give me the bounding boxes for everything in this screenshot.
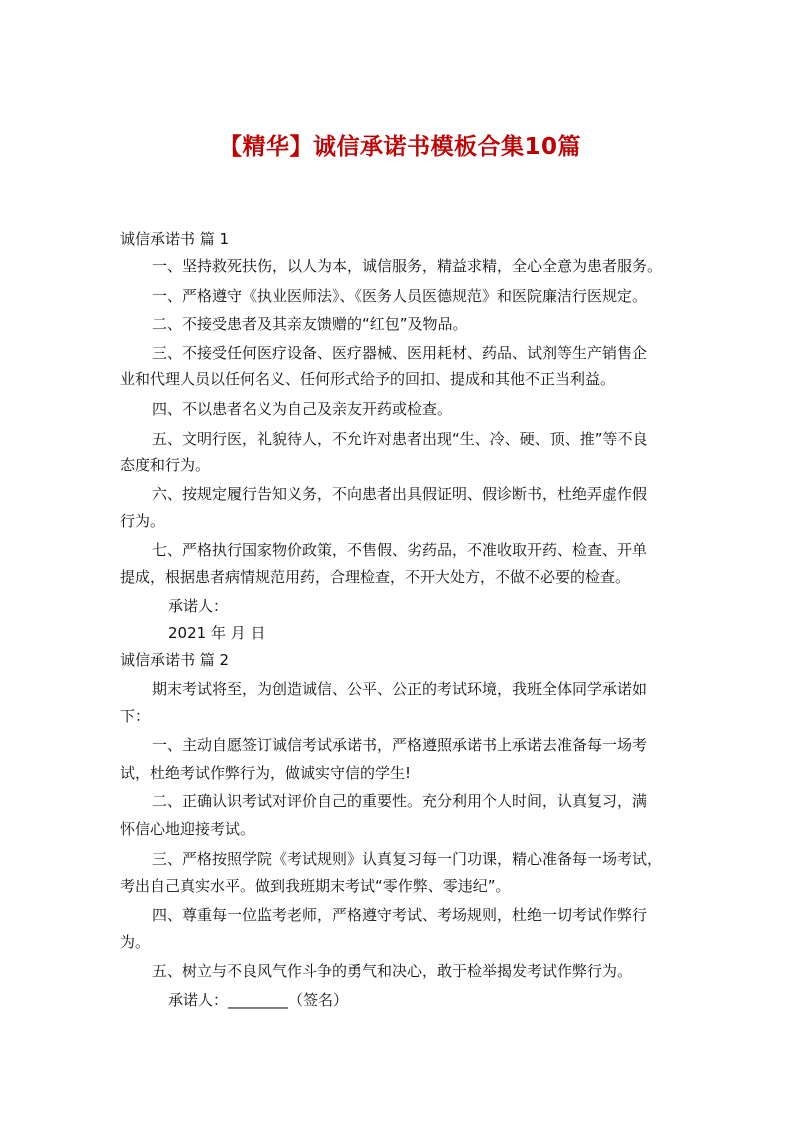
signer-label: 承诺人：________（签名） [168,991,349,1009]
paragraph-line: 行为。 [120,512,166,530]
paragraph-line: 五、树立与不良风气作斗争的勇气和决心，敢于检举揭发考试作弊行为。 [152,962,633,980]
paragraph-line: 三、严格按照学院《考试规则》认真复习每一门功课，精心准备每一场考试， [152,850,663,868]
paragraph-line: 四、不以患者名义为自己及亲友开药或检查。 [152,400,453,418]
paragraph-line: 提成，根据患者病情规范用药，合理检查，不开大处方，不做不必要的检查。 [120,568,631,586]
paragraph-line: 一、坚持救死扶伤，以人为本，诚信服务，精益求精，全心全意为患者服务。 [152,257,663,275]
paragraph-line: 六、按规定履行告知义务，不向患者出具假证明、假诊断书，杜绝弄虚作假 [152,485,648,503]
paragraph-line: 二、正确认识考试对评价自己的重要性。充分利用个人时间，认真复习，满 [152,792,648,810]
paragraph-line: 四、尊重每一位监考老师，严格遵守考试、考场规则，杜绝一切考试作弊行 [152,906,648,924]
date-line: 2021 年 月 日 [168,624,266,642]
section-heading-2: 诚信承诺书 篇 2 [120,651,230,669]
paragraph-line: 一、严格遵守《执业医师法》、《医务人员医德规范》和医院廉洁行医规定。 [152,287,648,305]
paragraph-line: 下： [120,707,151,725]
paragraph-line: 考出自己真实水平。做到我班期末考试“零作弊、零违纪”。 [120,877,511,895]
paragraph-line: 三、不接受任何医疗设备、医疗器械、医用耗材、药品、试剂等生产销售企 [152,344,648,362]
paragraph-line: 一、主动自愿签订诚信考试承诺书，严格遵照承诺书上承诺去准备每一场考 [152,736,648,754]
paragraph-line: 试，杜绝考试作弊行为，做诚实守信的学生! [120,764,412,782]
document-title: 【精华】诚信承诺书模板合集10篇 [218,134,581,160]
paragraph-line: 期末考试将至，为创造诚信、公平、公正的考试环境，我班全体同学承诺如 [152,680,648,698]
paragraph-line: 五、文明行医，礼貌待人，不允许对患者出现“生、冷、硬、顶、推”等不良 [152,430,648,448]
section-heading-1: 诚信承诺书 篇 1 [120,230,230,248]
signer-label: 承诺人： [168,597,229,615]
paragraph-line: 态度和行为。 [120,456,211,474]
paragraph-line: 业和代理人员以任何名义、任何形式给予的回扣、提成和其他不正当利益。 [120,370,616,388]
paragraph-line: 二、不接受患者及其亲友馈赠的“红包”及物品。 [152,315,468,333]
paragraph-line: 七、严格执行国家物价政策，不售假、劣药品，不准收取开药、检查、开单 [152,541,648,559]
paragraph-line: 为。 [120,933,151,951]
paragraph-line: 怀信心地迎接考试。 [120,820,256,838]
